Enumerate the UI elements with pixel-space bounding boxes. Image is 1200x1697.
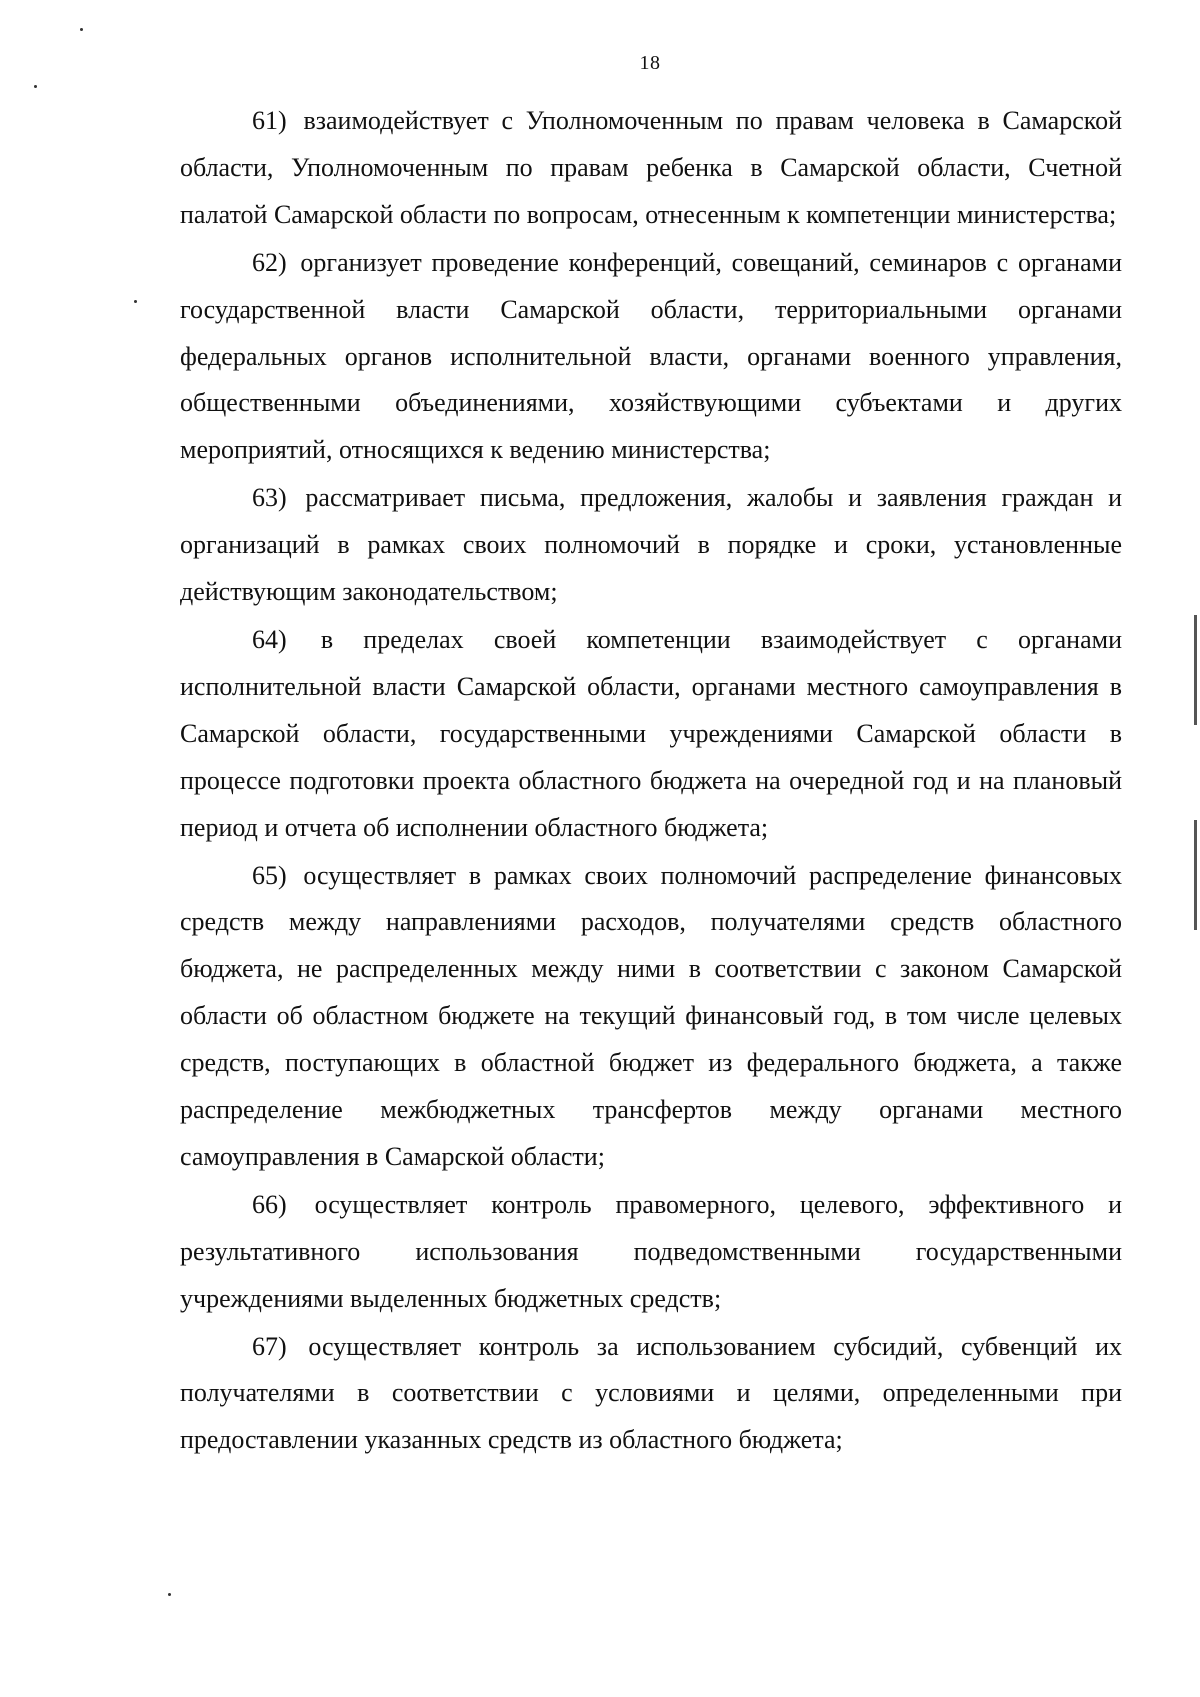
paragraph-text: в пределах своей компетенции взаимодействует с органами исполнительной власти Самарской области, органами местного самоуправления в Самарской области, государственными учреждениями Самарской области в процессе подготовки проекта областного бюджета на очередной год и на плановый период и отчета об исполнении областного бюджета;: [180, 624, 1123, 842]
paragraph-number: 65): [252, 860, 287, 890]
scan-speck: [134, 300, 137, 303]
paragraph-number: 63): [252, 483, 287, 513]
paragraph-number: 62): [252, 247, 287, 277]
paragraph-66: [180, 1182, 1122, 1323]
paragraph-63: [180, 475, 1122, 616]
paragraph-text: взаимодействует с Уполномоченным по правам человека в Самарской области, Уполномоченным по правам ребенка в Самарской области, Счетной палатой Самарской области по вопросам, отнесенным к компетенции министерства;: [180, 106, 1122, 229]
scan-speck: [34, 85, 37, 88]
paragraph-61: [180, 98, 1122, 239]
paragraph-62: [180, 240, 1122, 475]
paragraph-number: 66): [252, 1189, 287, 1219]
paragraph-number: 61): [252, 106, 287, 135]
paragraph-text: рассматривает письма, предложения, жалобы и заявления граждан и организаций в рамках своих полномочий в порядке и сроки, установленные действующим законодательством;: [180, 483, 1122, 607]
document-body: [180, 98, 1122, 1465]
paragraph-number: 67): [252, 1331, 287, 1361]
scan-speck: [80, 28, 83, 31]
paragraph-text: организует проведение конференций, совещаний, семинаров с органами государственной власти Самарской области, территориальными органами федеральных органов исполнительной власти, органами военного управления, общественными объединениями, хозяйствующими субъектами и других мероприятий, относящихся к ведению министерства;: [180, 247, 1122, 465]
paragraph-text: осуществляет в рамках своих полномочий распределение финансовых средств между направлениями расходов, получателями средств областного бюджета, не распределенных между ними в соответствии с законом Самарской области об областном бюджете на текущий финансовый год, в том числе целевых средств, поступающих в областной бюджет из федерального бюджета, а также распределение межбюджетных трансфертов между органами местного самоуправления в Самарской области;: [180, 860, 1123, 1171]
scan-edge-mark: [1194, 615, 1197, 725]
paragraph-67: [180, 1324, 1122, 1465]
paragraph-text: осуществляет контроль за использованием субсидий, субвенций их получателями в соответствии с условиями и целями, определенными при предоставлении указанных средств из областного бюджета;: [180, 1331, 1122, 1455]
scan-edge-mark: [1194, 820, 1197, 930]
paragraph-number: 64): [252, 624, 287, 654]
paragraph-64: [180, 617, 1122, 852]
page-number: 18: [639, 52, 661, 74]
paragraph-text: осуществляет контроль правомерного, целевого, эффективного и результативного использования подведомственными государственными учреждениями выделенных бюджетных средств;: [180, 1189, 1123, 1313]
paragraph-65: [180, 853, 1122, 1181]
scan-speck: [168, 1593, 171, 1596]
